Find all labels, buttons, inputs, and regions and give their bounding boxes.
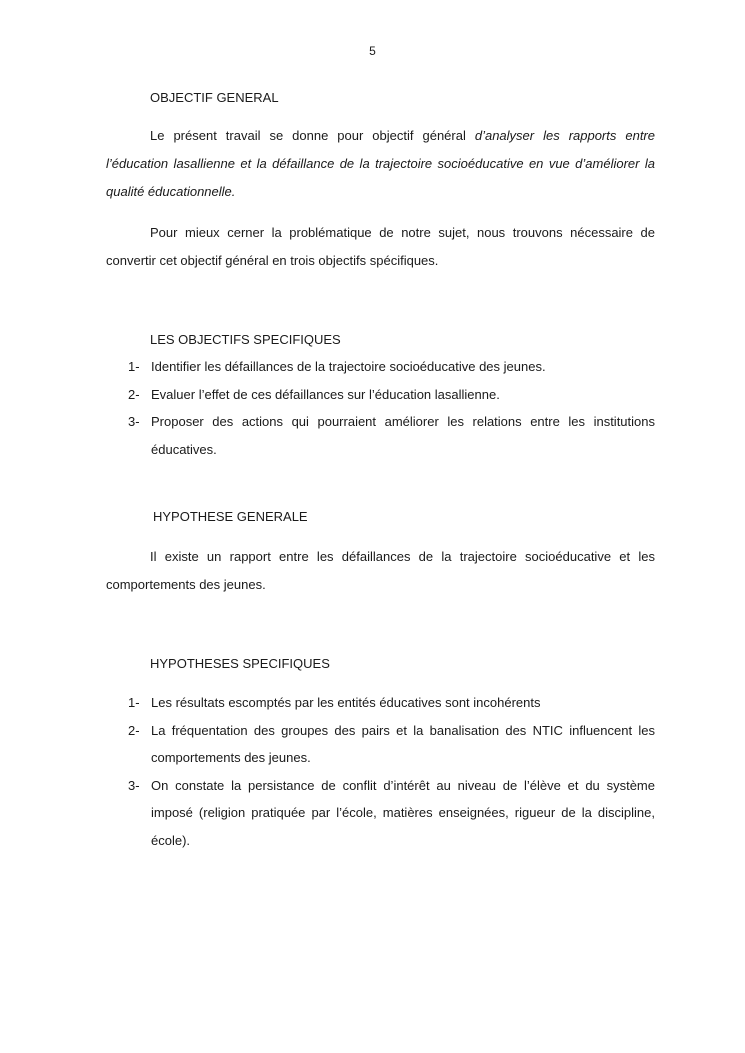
- page-number: 5: [369, 44, 376, 58]
- list-item: [106, 353, 655, 381]
- list-item-text: Les résultats escomptés par les entités éducatives sont incohérents: [151, 695, 541, 710]
- hypothese-generale-paragraph: Il existe un rapport entre les défaillances de la trajectoire socioéducative et les comportements des jeunes.: [106, 549, 655, 592]
- hypotheses-specifiques-list: [106, 689, 655, 854]
- objectif-general-paragraph: [106, 122, 655, 206]
- list-item-number: 3-: [128, 777, 140, 793]
- objectifs-specifiques-heading: LES OBJECTIFS SPECIFIQUES: [150, 332, 341, 347]
- list-item-text: Evaluer l’effet de ces défaillances sur l’éducation lasallienne.: [151, 386, 500, 402]
- objectif-general-heading: OBJECTIF GENERAL: [150, 90, 279, 105]
- list-item-text: On constate la persistance de conflit d’intérêt au niveau de l’élève et du système imposé (religion pratiquée par l’école, matières enseignées, rigueur de la discipline, école).: [151, 777, 655, 848]
- list-item-number: 2-: [128, 386, 140, 402]
- list-item: [106, 717, 655, 772]
- objectif-general-text: Le présent travail se donne pour objectif général: [150, 128, 475, 143]
- list-item-number: 3-: [128, 414, 140, 429]
- list-item: [106, 772, 655, 855]
- list-item-text: Proposer des actions qui pourraient améliorer les relations entre les institutions éducatives.: [151, 414, 655, 457]
- list-item: [106, 408, 655, 463]
- list-item-number: 2-: [128, 722, 140, 738]
- list-item-number: 1-: [128, 695, 140, 710]
- list-item: [106, 689, 655, 717]
- objectif-general-italic-text: d’analyser les rapports entre l’éducation lasallienne et la défaillance de la trajectoire socioéducative en vue d’améliorer la qualité éducationnelle.: [106, 128, 655, 199]
- list-item-text: La fréquentation des groupes des pairs et la banalisation des NTIC influencent les comportements des jeunes.: [151, 722, 655, 765]
- problematique-paragraph: Pour mieux cerner la problématique de notre sujet, nous trouvons nécessaire de convertir cet objectif général en trois objectifs spécifiques.: [106, 225, 655, 268]
- list-item-text: Identifier les défaillances de la trajectoire socioéducative des jeunes.: [151, 359, 546, 374]
- list-item: [106, 381, 655, 409]
- objectifs-specifiques-list: [106, 353, 655, 463]
- hypotheses-specifiques-heading: HYPOTHESES SPECIFIQUES: [150, 656, 330, 671]
- hypothese-generale-heading: HYPOTHESE GENERALE: [153, 509, 308, 524]
- list-item-number: 1-: [128, 359, 140, 374]
